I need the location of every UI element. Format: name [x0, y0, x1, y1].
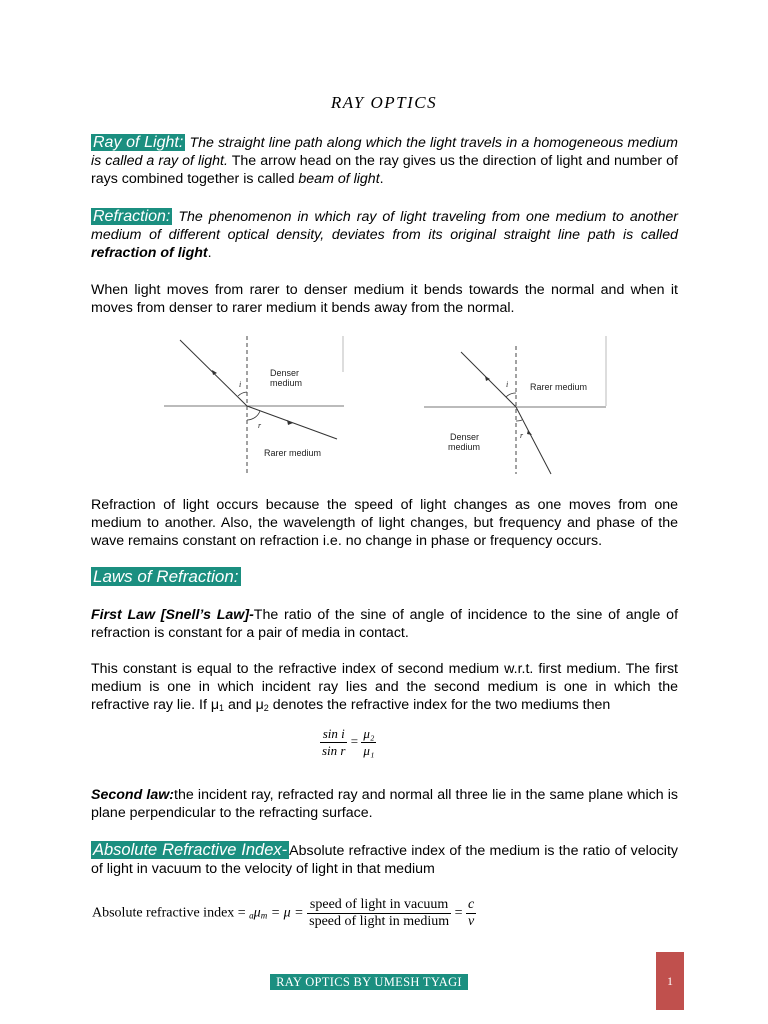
refracted-arrow-icon: [527, 430, 532, 435]
laws-heading: Laws of Refraction:: [93, 567, 239, 586]
denser-label-line2: medium: [270, 378, 303, 388]
angle-r-arc: [247, 411, 260, 420]
denser-label-line2: medium: [448, 442, 481, 452]
snell-mu2: μ₂: [363, 726, 375, 741]
snell-denominator: sin r: [322, 743, 346, 758]
angle-i-arc: [506, 393, 516, 397]
first-law-label: First Law [Snell’s Law]-: [91, 607, 254, 623]
page-title: RAY OPTICS: [330, 93, 438, 112]
laws-heading-row: [91, 568, 678, 587]
ray-of-light-paragraph: [91, 134, 678, 188]
refraction-term: refraction of light: [91, 245, 208, 261]
refracted-ray: [516, 407, 551, 474]
ray-of-light-definition: The straight line path along which the light travels in a homogeneous medium is called a ray of light.: [91, 135, 679, 169]
denser-label-line1: Denser: [450, 432, 480, 442]
second-law-paragraph: [91, 786, 678, 822]
absolute-index-formula: [92, 897, 476, 930]
angle-r-label: r: [520, 431, 524, 440]
denser-label-line1: Denser: [270, 368, 300, 378]
refraction-definition: The phenomenon in which ray of light traveling from one medium to another medium of different optical density, deviates from its original straight line path is called: [91, 209, 678, 243]
snell-equals: =: [350, 733, 359, 749]
constant-text-1: This constant is equal to the refractive index of second medium w.r.t. first medium. The first medium is one in which incident ray lies and the second medium is one in which the refractive ray lie. If: [91, 661, 678, 713]
bending-paragraph: When light moves from rarer to denser medium it bends towards the normal and when it moves from denser to rarer medium it bends away from the normal.: [91, 282, 678, 316]
rarer-label: Rarer medium: [530, 382, 588, 392]
formula-mu: μ: [253, 905, 261, 921]
formula-c: c: [468, 897, 475, 912]
angle-r-arc: [516, 420, 522, 421]
formula-eq-mu: = μ =: [270, 905, 304, 921]
formula-pre-sub: a: [249, 910, 254, 921]
diagram-denser-to-rarer: [424, 334, 610, 478]
angle-i-label: i: [506, 380, 509, 389]
angle-i-arc: [238, 392, 247, 396]
ray-of-light-text: The arrow head on the ray gives us the direction of light and number of rays combined together is called: [91, 153, 678, 187]
constant-text-2: denotes the refractive index for the two mediums then: [268, 697, 611, 713]
formula-numerator: speed of light in vacuum: [307, 897, 451, 914]
second-law-text: the incident ray, refracted ray and normal all three lie in the same plane which is plane perpendicular to the refracting surface.: [91, 787, 678, 821]
beam-of-light-term: beam of light: [298, 171, 380, 187]
refraction-end: .: [207, 245, 212, 261]
snell-mu1: μ₁: [363, 743, 375, 758]
formula-denominator: speed of light in medium: [309, 914, 450, 929]
ray-of-light-end: .: [379, 171, 384, 187]
absolute-index-text: Absolute refractive index of the medium is the ratio of velocity of light in vacuum to the velocity of light in that medium: [91, 843, 678, 877]
first-law-paragraph: [91, 606, 678, 642]
second-law-label: Second law:: [91, 787, 175, 803]
absolute-index-paragraph: [91, 841, 678, 878]
angle-i-label: i: [239, 380, 242, 389]
absolute-index-heading: Absolute Refractive Index-: [93, 841, 288, 859]
formula-label: Absolute refractive index =: [92, 905, 246, 921]
speed-paragraph: Refraction of light occurs because the speed of light changes as one moves from one medium to another. Also, the wavelength of light changes, but frequency and phase of the wave remains constant on refraction i.e. no change in phase or frequency occurs.: [91, 497, 678, 549]
formula-equals: =: [454, 905, 463, 921]
constant-paragraph: [91, 660, 678, 717]
first-law-text: The ratio of the sine of angle of incidence to the sine of angle of refraction is constant for a pair of media in contact.: [91, 607, 679, 641]
constant-and: and: [224, 697, 256, 713]
refraction-paragraph: [91, 208, 678, 262]
snell-formula: [320, 726, 376, 759]
formula-v: v: [468, 914, 475, 929]
ray-of-light-heading: Ray of Light:: [93, 134, 184, 151]
footer-label: RAY OPTICS BY UMESH TYAGI: [270, 974, 468, 990]
angle-r-label: r: [258, 421, 262, 430]
snell-numerator: sin i: [320, 726, 347, 743]
rarer-label: Rarer medium: [264, 448, 322, 458]
mu-sub-1: 1: [219, 703, 225, 713]
mu-symbol-1: μ: [210, 697, 220, 713]
mu-symbol-2: μ: [255, 697, 264, 713]
refraction-heading: Refraction:: [93, 208, 171, 225]
formula-post-sub: m: [260, 910, 268, 921]
incident-arrow-icon: [212, 370, 217, 375]
diagram-rarer-to-denser: [162, 332, 352, 480]
mu-sub-2: 2: [263, 703, 269, 713]
page-number-badge: 1: [656, 952, 684, 1010]
